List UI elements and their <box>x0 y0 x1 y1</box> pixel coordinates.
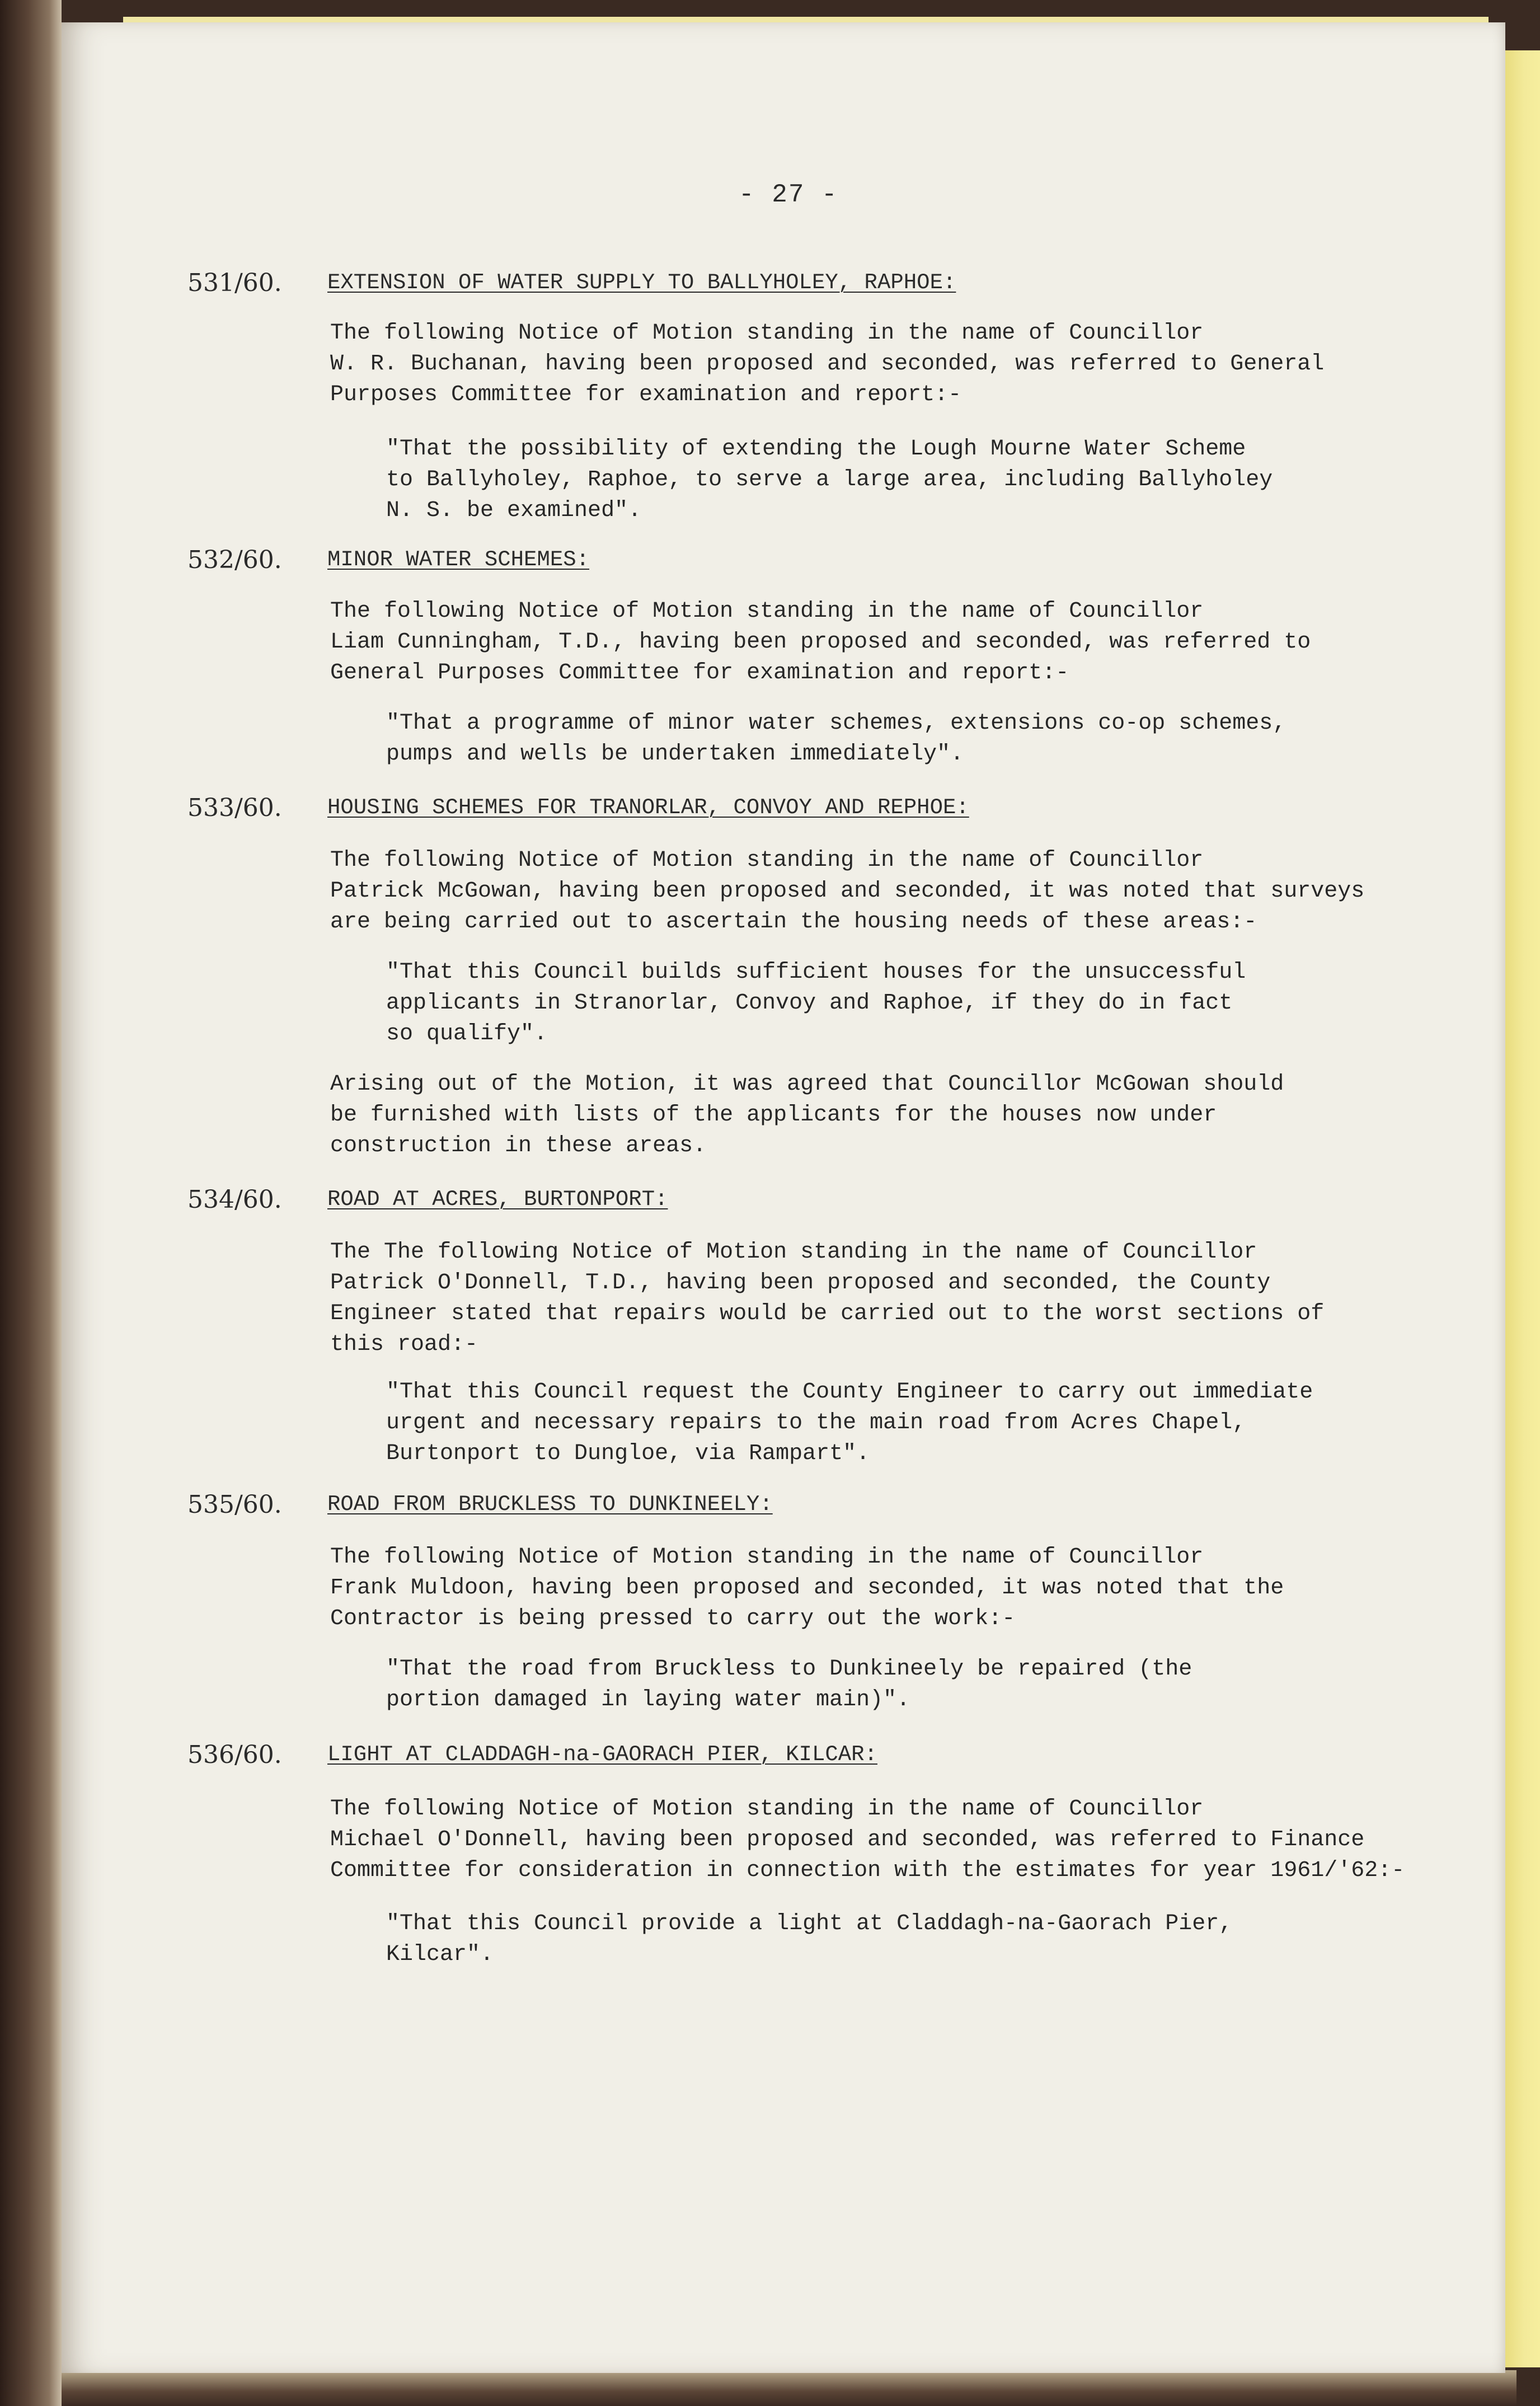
minute-title: ROAD AT ACRES, BURTONPORT: <box>327 1187 668 1212</box>
motion-quote: "That the possibility of extending the Lough Mourne Water Scheme to Ballyholey, Raphoe, to serve a large area, including Ballyholey N. S. be examined". <box>386 437 1273 523</box>
motion-quote: "That the road from Bruckless to Dunkineely be repaired (the portion damaged in laying water main)". <box>386 1657 1192 1713</box>
minute-body: The following Notice of Motion standing in the name of Councillor Liam Cunningham, T.D., having been proposed and seconded, was referred to General Purposes Committee for examination and report:- <box>330 599 1311 686</box>
motion-quote: "That this Council builds sufficient houses for the unsuccessful applicants in Stranorlar, Convoy and Raphoe, if they do in fact so qualify". <box>386 960 1246 1047</box>
minute-title: LIGHT AT CLADDAGH-na-GAORACH PIER, KILCAR: <box>327 1742 877 1767</box>
minute-number: 535/60. <box>187 1490 282 1519</box>
page-number: - 27 - <box>739 180 838 209</box>
book-bottom-edge <box>62 2370 1516 2406</box>
minute-body: The following Notice of Motion standing in the name of Councillor Patrick McGowan, having been proposed and seconded, it was noted that surveys are being carried out to ascertain the housing needs of these areas:- <box>330 848 1365 935</box>
minute-number: 531/60. <box>187 269 282 297</box>
book-spine <box>0 0 62 2406</box>
minute-body: The following Notice of Motion standing in the name of Councillor Frank Muldoon, having been proposed and seconded, it was noted that the Contractor is being pressed to carry out the work:- <box>330 1545 1284 1631</box>
motion-quote: "That this Council request the County Engineer to carry out immediate urgent and necessary repairs to the main road from Acres Chapel, Burtonport to Dungloe, via Rampart". <box>386 1380 1313 1466</box>
yellow-page-edge-right <box>1501 50 1540 2367</box>
minute-title: ROAD FROM BRUCKLESS TO DUNKINEELY: <box>327 1492 773 1517</box>
minute-title: MINOR WATER SCHEMES: <box>327 547 590 572</box>
motion-quote: "That a programme of minor water schemes, extensions co-op schemes, pumps and wells be undertaken immediately". <box>386 711 1287 767</box>
minute-title: HOUSING SCHEMES FOR TRANORLAR, CONVOY AND REPHOE: <box>327 795 969 820</box>
minute-body: The The following Notice of Motion standing in the name of Councillor Patrick O'Donnell, T.D., having been proposed and seconded, the County Engineer stated that repairs would be carried out to the worst sections of this road:- <box>330 1240 1325 1357</box>
minute-body-extra: Arising out of the Motion, it was agreed that Councillor McGowan should be furnished with lists of the applicants for the houses now under construction in these areas. <box>330 1072 1284 1159</box>
minute-body: The following Notice of Motion standing in the name of Councillor W. R. Buchanan, having been proposed and seconded, was referred to General Purposes Committee for examination and report:- <box>330 321 1325 407</box>
minute-number: 536/60. <box>187 1741 282 1769</box>
minute-number: 533/60. <box>187 794 282 822</box>
minute-body: The following Notice of Motion standing in the name of Councillor Michael O'Donnell, having been proposed and seconded, was referred to Finance Committee for consideration in connection with the estimates for year 1961/'62:- <box>330 1797 1405 1883</box>
minute-title: EXTENSION OF WATER SUPPLY TO BALLYHOLEY, RAPHOE: <box>327 270 956 295</box>
minute-number: 534/60. <box>187 1185 282 1214</box>
motion-quote: "That this Council provide a light at Claddagh-na-Gaorach Pier, Kilcar". <box>386 1911 1233 1967</box>
minute-number: 532/60. <box>187 546 282 574</box>
